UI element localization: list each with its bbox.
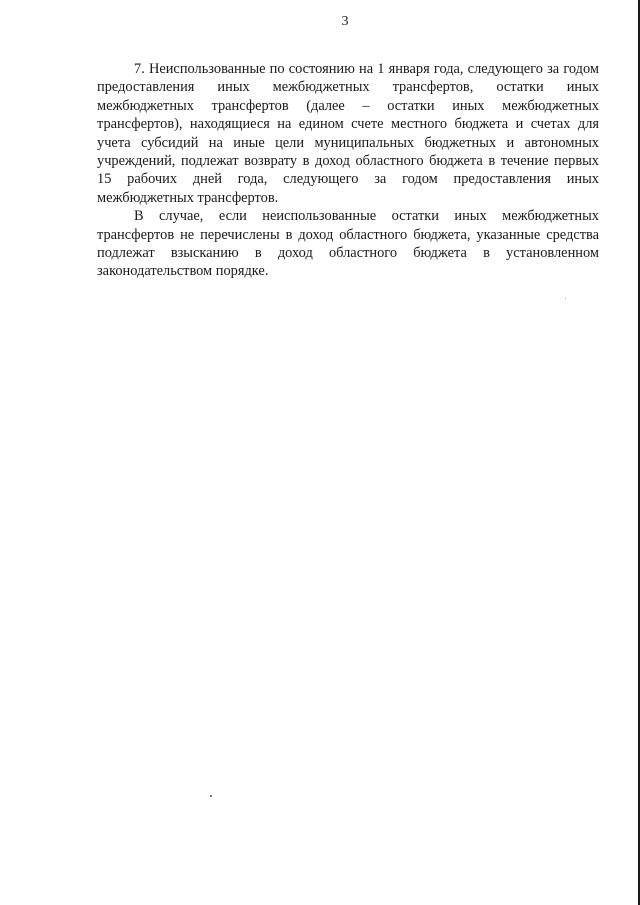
page-number: 3 [341,14,349,29]
paragraph-recovery-clause: В случае, если неиспользованные остатки иных межбюджетных трансфертов не перечислены в доход областного бюджета, указанные средства подлежат взысканию в доход областного бюджета в установленном законодательством порядке. [97,208,599,280]
paragraph-7-unused-balances: 7. Неиспользованные по состоянию на 1 января года, следующего за годом предоставления иных межбюджетных трансфертов, остатки иных межбюджетных трансфертов (далее – остатки иных межбюджетных трансфертов), находящиеся на едином счете местного бюджета и счетах для учета субсидий на иные цели муниципальных бюджетных и автономных учреждений, подлежат возврату в доход областного бюджета в течение первых 15 рабочих дней года, следующего за годом предоставления иных межбюджетных трансфертов. [97,61,599,206]
document-body [97,60,599,281]
scan-speck [210,795,212,797]
scan-speck [565,298,566,299]
